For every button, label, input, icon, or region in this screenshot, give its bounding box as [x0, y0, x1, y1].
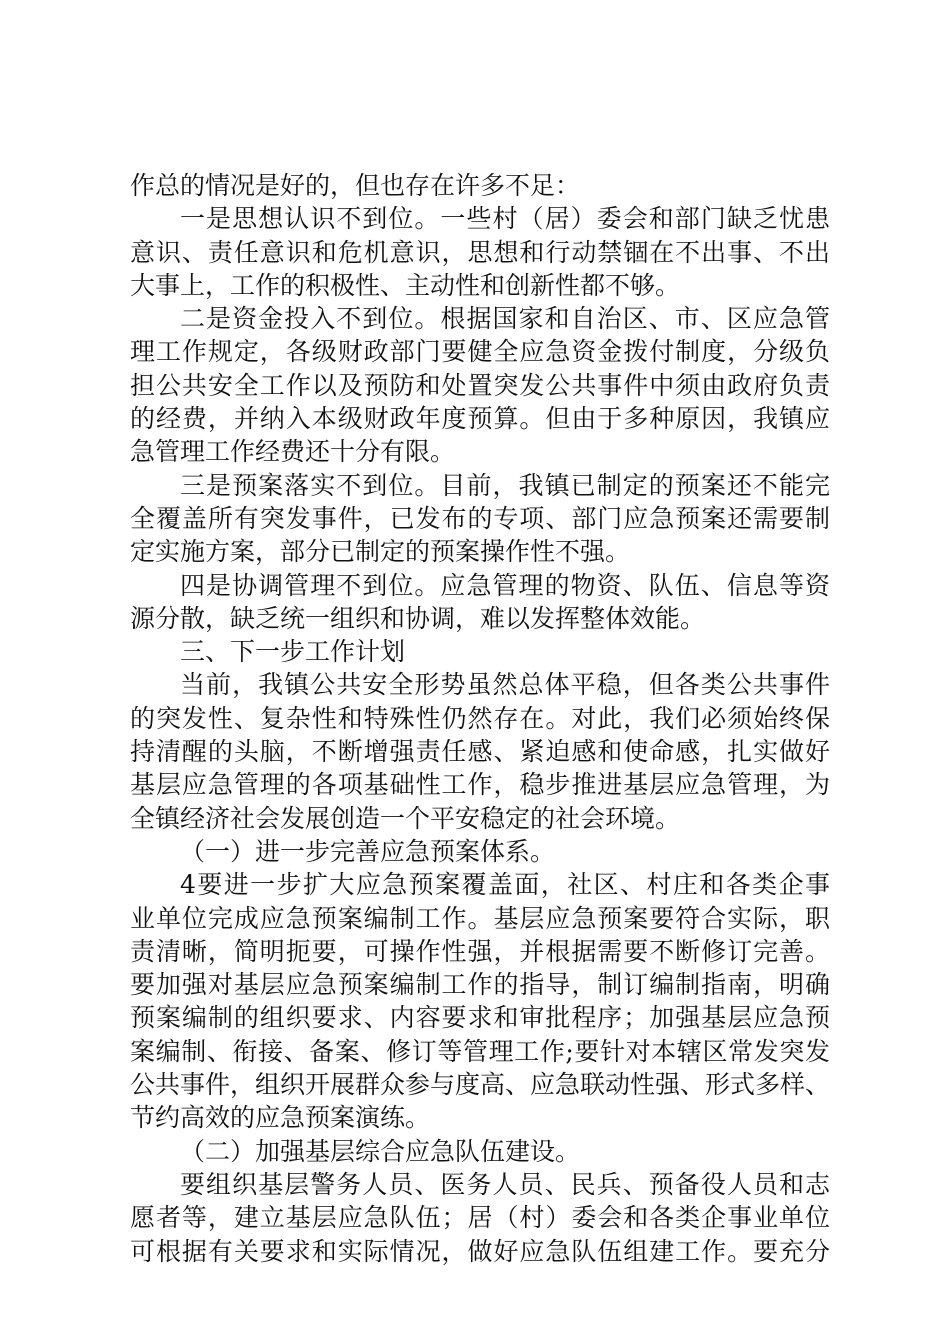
text-line: 案编制、衔接、备案、修订等管理工作;要针对本辖区常发突发	[130, 1036, 830, 1066]
text-line: 一是思想认识不到位。一些村（居）委会和部门缺乏忧患	[180, 204, 830, 234]
text-line: （一）进一步完善应急预案体系。	[180, 836, 556, 866]
text-line: 的经费，并纳入本级财政年度预算。但由于多种原因，我镇应	[130, 404, 830, 434]
text-line: 的突发性、复杂性和特殊性仍然存在。对此，我们必须始终保	[130, 703, 830, 733]
text-line: 当前，我镇公共安全形势虽然总体平稳，但各类公共事件	[180, 670, 830, 700]
text-line: 公共事件，组织开展群众参与度高、应急联动性强、形式多样、	[130, 1070, 831, 1100]
text-line: 意识、责任意识和危机意识，思想和行动禁锢在不出事、不出	[130, 237, 830, 267]
text-line: 四是协调管理不到位。应急管理的物资、队伍、信息等资	[180, 570, 830, 600]
text-line: 基层应急管理的各项基础性工作，稳步推进基层应急管理，为	[130, 770, 830, 800]
text-line: （二）加强基层综合应急队伍建设。	[180, 1136, 581, 1166]
text-line: 责清晰，简明扼要，可操作性强，并根据需要不断修订完善。	[130, 936, 830, 966]
text-line: 作总的情况是好的，但也存在许多不足：	[130, 171, 581, 200]
text-line: 全镇经济社会发展创造一个平安稳定的社会环境。	[130, 803, 681, 833]
text-line: 大事上，工作的积极性、主动性和创新性都不够。	[130, 270, 681, 300]
text-line: 三是预案落实不到位。目前，我镇已制定的预案还不能完	[180, 470, 830, 500]
text-line: 急管理工作经费还十分有限。	[130, 437, 456, 467]
text-line: 源分散，缺乏统一组织和协调，难以发挥整体效能。	[130, 603, 706, 633]
text-line: 定实施方案，部分已制定的预案操作性不强。	[130, 537, 631, 567]
text-line: 理工作规定，各级财政部门要健全应急资金拨付制度，分级负	[130, 337, 830, 367]
text-line: 全覆盖所有突发事件，已发布的专项、部门应急预案还需要制	[130, 503, 830, 533]
text-line: 预案编制的组织要求、内容要求和审批程序；加强基层应急预	[130, 1003, 830, 1033]
text-line: 节约高效的应急预案演练。	[130, 1103, 431, 1133]
text-line: 担公共安全工作以及预防和处置突发公共事件中须由政府负责	[130, 370, 830, 400]
text-line: 可根据有关要求和实际情况，做好应急队伍组建工作。要充分	[130, 1236, 830, 1266]
text-line: 三、下一步工作计划	[180, 637, 406, 667]
document-body	[130, 169, 830, 1268]
text-line: 要组织基层警务人员、医务人员、民兵、预备役人员和志	[180, 1169, 830, 1199]
text-line: 二是资金投入不到位。根据国家和自治区、市、区应急管	[180, 304, 830, 334]
text-line: 愿者等，建立基层应急队伍；居（村）委会和各类企事业单位	[130, 1203, 830, 1233]
text-line: 要加强对基层应急预案编制工作的指导，制订编制指南，明确	[130, 970, 830, 1000]
text-line: 持清醒的头脑，不断增强责任感、紧迫感和使命感，扎实做好	[130, 737, 830, 767]
text-line: 业单位完成应急预案编制工作。基层应急预案要符合实际，职	[130, 903, 830, 933]
text-line: 4要进一步扩大应急预案覆盖面，社区、村庄和各类企事	[180, 870, 830, 900]
